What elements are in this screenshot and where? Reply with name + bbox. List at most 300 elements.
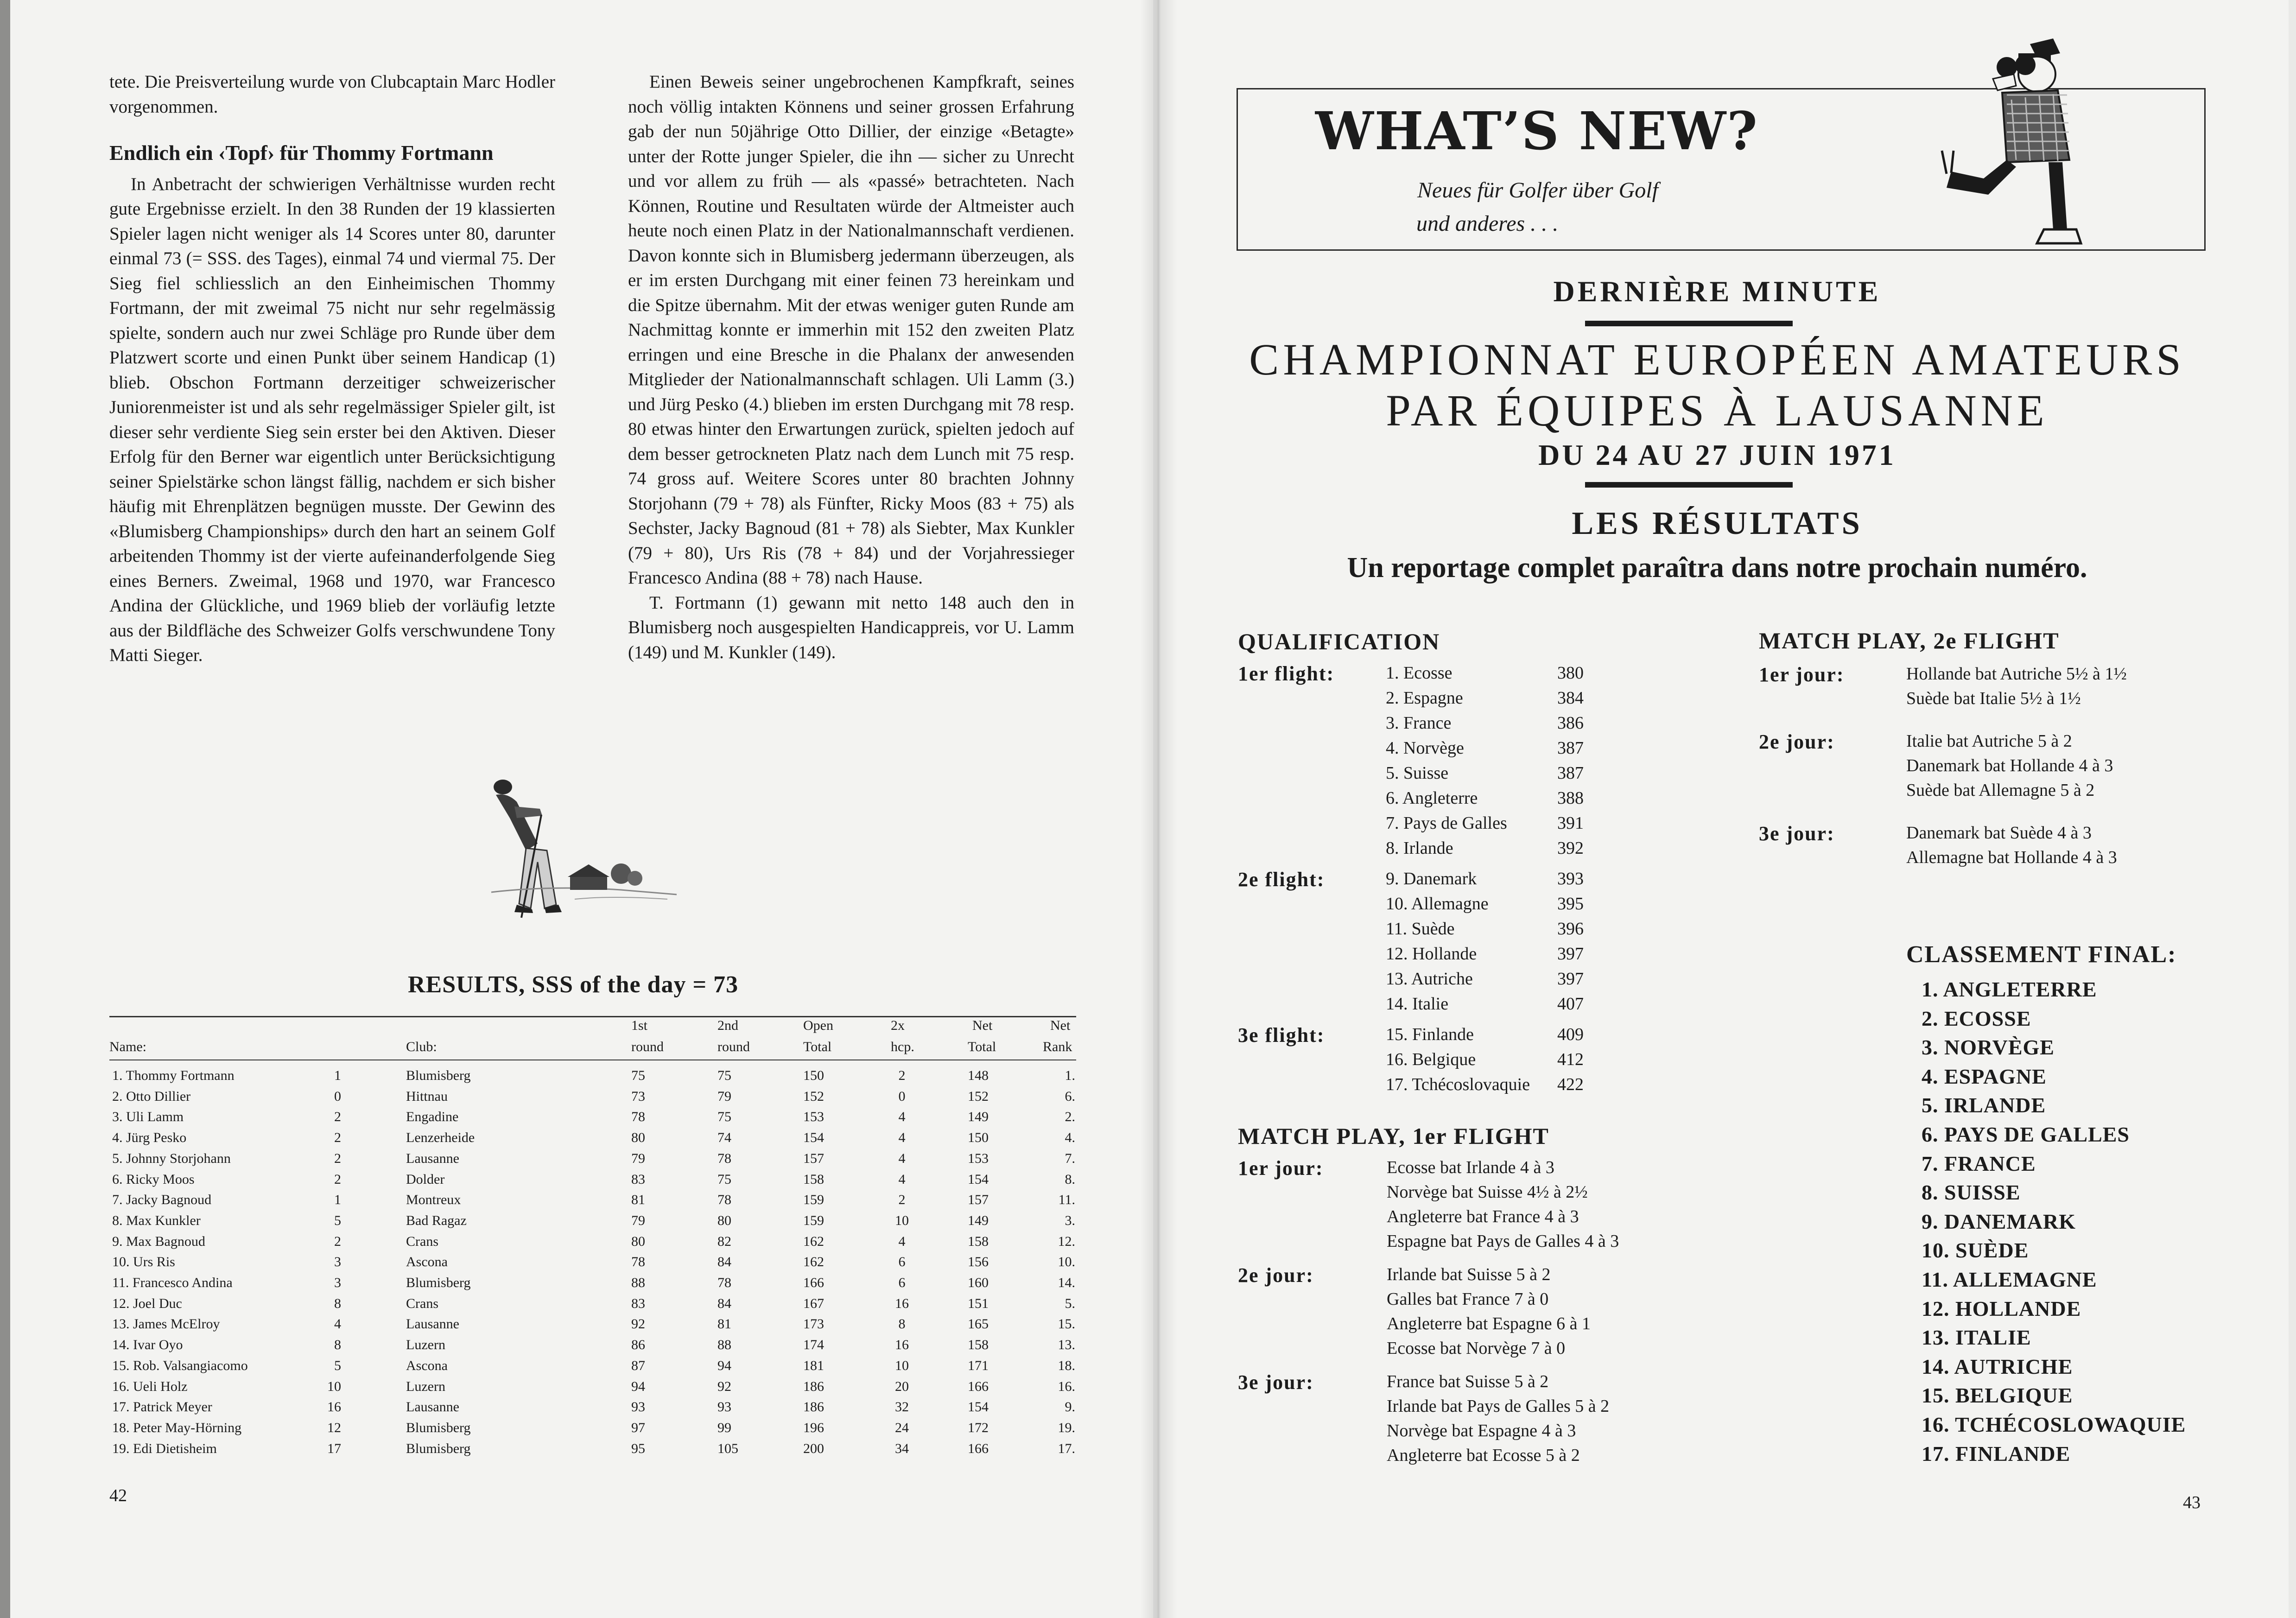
table-row	[109, 1420, 1076, 1440]
qualification-score: 388	[1557, 788, 1584, 808]
cell-open: 154	[803, 1130, 824, 1146]
whats-new-subtitle	[1417, 174, 1658, 241]
cell-name: 18. Peter May-Hörning	[112, 1420, 242, 1435]
qualification-score: 422	[1557, 1075, 1584, 1094]
cell-net: 158	[968, 1337, 989, 1353]
qualification-score: 397	[1557, 944, 1584, 964]
cell-open: 186	[803, 1378, 824, 1394]
table-row	[109, 1151, 1076, 1171]
cell-hcp: 3	[334, 1275, 341, 1290]
qualification-score: 396	[1557, 919, 1584, 939]
cell-rank: 17.	[1058, 1440, 1075, 1456]
championship-title-line-1: CHAMPIONNAT EUROPÉEN AMATEURS	[1249, 335, 2185, 384]
cell-rank: 18.	[1058, 1358, 1075, 1373]
qualification-team: 6. Angleterre	[1386, 788, 1478, 808]
cell-name: 6. Ricky Moos	[112, 1171, 195, 1187]
cell-hcp: 3	[334, 1254, 341, 1270]
qualification-score: 391	[1557, 813, 1584, 833]
cell-rank: 9.	[1065, 1399, 1075, 1415]
cell-r2: 92	[717, 1378, 731, 1394]
cell-hcp2: 10	[895, 1212, 909, 1228]
cell-hcp2: 2	[898, 1068, 906, 1083]
ranking-item: 6. PAYS DE GALLES	[1922, 1123, 2130, 1146]
page-number-right: 43	[2183, 1493, 2201, 1512]
match-result: Danemark bat Hollande 4 à 3	[1906, 756, 2113, 775]
cell-name: 15. Rob. Valsangiacomo	[112, 1358, 248, 1373]
match-result: Irlande bat Pays de Galles 5 à 2	[1387, 1396, 1610, 1416]
cell-hcp2: 32	[895, 1399, 909, 1415]
cell-net: 151	[968, 1295, 989, 1311]
paragraph: In Anbetracht der schwierigen Verhältnisse wurden recht gute Ergebnisse erzielt. In den 38 Runden der 19 klassierten Spieler lagen nicht weniger als 14 Scores unter 80, darunter einmal 73 (= SSS. des Tages), einmal 74 und viermal 75. Der Sieg fiel schliesslich an den Einheimischen Thommy Fortmann, der mit zweimal 75 nicht nur sehr regelmässig spielte, sondern auch nur zwei Schläge pro Runde über dem Platzwert scorte und einen Punkt über seinem Handicap (1) blieb. Obschon Fortmann derzeitiger schweizerischer Juniorenmeister ist und als sehr regelmässiger Spieler gilt, ist dieser sehr verdiente Sieg sein erster bei den Aktiven. Dieser Erfolg für den Berner war eigentlich unter Berücksichtigung seiner Spielstärke schon längst fällig, nachdem er sich bisher häufig mit Ehrenplätzen begnügen musste. Der Gewinn des «Blumisberg Championships» durch den hart an seinem Golf arbeitenden Thommy ist der vierte aufeinanderfolgende Sieg eines Berners. Zweimal, 1968 und 1970, war Francesco Andina der Glückliche, und 1969 blieb der vorläufig letzte aus der Bildfläche des Schweizer Golfs verschwundene Tony Matti Sieger.	[109, 174, 555, 665]
match-result: Suède bat Italie 5½ à 1½	[1906, 689, 2081, 708]
cell-r1: 80	[631, 1233, 645, 1249]
qualification-score: 407	[1557, 994, 1584, 1014]
cell-open: 150	[803, 1068, 824, 1083]
cell-r1: 87	[631, 1358, 645, 1373]
cell-net: 166	[968, 1378, 989, 1394]
cell-r1: 81	[631, 1192, 645, 1208]
table-row	[109, 1109, 1076, 1129]
match-result: Ecosse bat Irlande 4 à 3	[1387, 1158, 1554, 1177]
table-row	[109, 1254, 1076, 1275]
cell-open: 152	[803, 1088, 824, 1104]
cell-name: 12. Joel Duc	[112, 1295, 182, 1311]
cell-hcp2: 24	[895, 1420, 909, 1435]
match-result: Irlande bat Suisse 5 à 2	[1387, 1265, 1551, 1284]
subtitle-line-2: und anderes . . .	[1416, 211, 1559, 236]
cell-name: 7. Jacky Bagnoud	[112, 1192, 212, 1208]
cell-club: Blumisberg	[406, 1420, 471, 1435]
cell-r1: 97	[631, 1420, 645, 1435]
cell-open: 174	[803, 1337, 824, 1353]
table-row	[109, 1399, 1076, 1420]
cell-name: 2. Otto Dillier	[112, 1088, 191, 1104]
cell-hcp: 8	[334, 1337, 341, 1353]
cell-hcp: 2	[334, 1150, 341, 1166]
cell-rank: 13.	[1058, 1337, 1075, 1353]
cell-r1: 95	[631, 1440, 645, 1456]
cell-r2: 75	[717, 1068, 731, 1083]
qualification-score: 392	[1557, 838, 1584, 858]
header-name: Name:	[109, 1039, 146, 1054]
cell-club: Crans	[406, 1233, 438, 1249]
cell-r2: 88	[717, 1337, 731, 1353]
qualification-score: 397	[1557, 969, 1584, 989]
cell-hcp: 2	[334, 1130, 341, 1146]
cell-hcp2: 4	[898, 1150, 906, 1166]
cell-hcp2: 16	[895, 1295, 909, 1311]
cell-r2: 74	[717, 1130, 731, 1146]
table-row	[109, 1316, 1076, 1337]
table-row	[109, 1234, 1076, 1254]
ranking-item: 5. IRLANDE	[1922, 1093, 2046, 1117]
header-2nd: 2nd	[717, 1018, 738, 1033]
cell-r2: 80	[717, 1212, 731, 1228]
paragraph: tete. Die Preisverteilung wurde von Clubcaptain Marc Hodler vorgenommen.	[109, 72, 555, 117]
cell-hcp2: 8	[898, 1316, 906, 1332]
cell-hcp: 2	[334, 1233, 341, 1249]
cell-rank: 4.	[1065, 1130, 1075, 1146]
day-label: 1er jour:	[1238, 1157, 1324, 1180]
cell-net: 152	[968, 1088, 989, 1104]
cell-r2: 105	[717, 1440, 738, 1456]
flight-label: 2e flight:	[1238, 868, 1325, 891]
cell-net: 148	[968, 1068, 989, 1083]
cell-hcp: 17	[327, 1440, 341, 1456]
cell-r2: 81	[717, 1316, 731, 1332]
cell-name: 10. Urs Ris	[112, 1254, 175, 1270]
header-rank: Rank	[1043, 1039, 1072, 1054]
cell-net: 149	[968, 1109, 989, 1125]
cell-name: 1. Thommy Fortmann	[112, 1068, 235, 1083]
cell-r2: 94	[717, 1358, 731, 1373]
cell-name: 16. Ueli Holz	[112, 1378, 188, 1394]
day-label: 2e jour:	[1759, 730, 1835, 753]
qualification-score: 386	[1557, 713, 1584, 733]
qualification-team: 16. Belgique	[1386, 1050, 1476, 1069]
header-1st: 1st	[631, 1018, 648, 1033]
cell-rank: 11.	[1058, 1192, 1075, 1208]
cell-hcp: 4	[334, 1316, 341, 1332]
cell-r1: 92	[631, 1316, 645, 1332]
cell-club: Montreux	[406, 1192, 461, 1208]
match-result: France bat Suisse 5 à 2	[1387, 1372, 1549, 1391]
cell-open: 157	[803, 1150, 824, 1166]
cell-rank: 6.	[1065, 1088, 1075, 1104]
cell-r1: 75	[631, 1068, 645, 1083]
cell-r1: 80	[631, 1130, 645, 1146]
qualification-team: 12. Hollande	[1386, 944, 1477, 964]
cell-r1: 83	[631, 1171, 645, 1187]
paragraph: Einen Beweis seiner ungebrochenen Kampfkraft, seines noch völlig intakten Könnens und seiner grossen Erfahrung gab der nun 50jährige Otto Dillier, der einzige «Betagte» unter der Rotte junger Spieler, die ihn — sicher zu Unrecht und vor allem zu früh — als «passé» betrachteten. Nach Können, Routine und Resultaten würde der Altmeister auch heute noch einen Platz in der Nationalmannschaft verdienen. Davon konnte sich in Blumisberg jedermann überzeugen, als er im ersten Durchgang mit einer feinen 73 hereinkam und die Spitze übernahm. Mit der etwas weniger guten Runde am Nachmittag konnte er immerhin mit 152 den zweiten Platz erringen und eine Bresche in die Phalanx der anwesenden Mitglieder der Nationalmannschaft schlagen. Uli Lamm (3.) und Jürg Pesko (4.) blieben im ersten Durchgang mit 78 resp. 80 etwas hinter den Erwartungen zurück, spielten jedoch auf dem besser getrockneten Platz nach dem Lunch mit 75 resp. 74 gross auf. Weitere Scores unter 80 brachten Johnny Storjohann (79 + 78) als Fünfter, Ricky Moos (83 + 75) als Sechster, Jacky Bagnoud (81 + 78) als Siebter, Max Kunkler (79 + 80), Urs Ris (78 + 84) und der Vorjahressieger Francesco Andina (88 + 78) nach Hause.	[628, 72, 1074, 588]
header-club: Club:	[406, 1039, 437, 1054]
cell-hcp: 10	[327, 1378, 341, 1394]
cell-club: Blumisberg	[406, 1068, 471, 1083]
cell-club: Lenzerheide	[406, 1130, 475, 1146]
cell-name: 4. Jürg Pesko	[112, 1130, 187, 1146]
header-round-2: round	[717, 1039, 750, 1054]
cell-r1: 79	[631, 1212, 645, 1228]
table-row	[109, 1172, 1076, 1192]
table-row	[109, 1358, 1076, 1378]
cell-open: 196	[803, 1420, 824, 1435]
header-net: Net	[972, 1018, 993, 1033]
cell-open: 162	[803, 1254, 824, 1270]
match-result: Hollande bat Autriche 5½ à 1½	[1906, 664, 2127, 684]
cell-club: Luzern	[406, 1378, 445, 1394]
cell-net: 172	[968, 1420, 989, 1435]
table-row	[109, 1337, 1076, 1358]
cell-open: 153	[803, 1109, 824, 1125]
cell-name: 9. Max Bagnoud	[112, 1233, 205, 1249]
cell-net: 171	[968, 1358, 989, 1373]
table-row	[109, 1089, 1076, 1109]
cell-net: 157	[968, 1192, 989, 1208]
match-result: Angleterre bat France 4 à 3	[1387, 1207, 1579, 1226]
cell-open: 186	[803, 1399, 824, 1415]
match-result: Suède bat Allemagne 5 à 2	[1906, 780, 2095, 800]
table-row	[109, 1441, 1076, 1461]
table-row	[109, 1130, 1076, 1150]
match-play-2-title: MATCH PLAY, 2e FLIGHT	[1759, 628, 2060, 654]
cell-r1: 93	[631, 1399, 645, 1415]
cell-net: 165	[968, 1316, 989, 1332]
classement-title: CLASSEMENT FINAL:	[1906, 941, 2177, 968]
ranking-item: 4. ESPAGNE	[1922, 1064, 2047, 1088]
ranking-item: 9. DANEMARK	[1922, 1209, 2076, 1233]
cell-club: Bad Ragaz	[406, 1212, 467, 1228]
cell-net: 149	[968, 1212, 989, 1228]
day-label: 3e jour:	[1238, 1371, 1314, 1394]
ranking-item: 17. FINLANDE	[1922, 1441, 2071, 1466]
cell-hcp2: 16	[895, 1337, 909, 1353]
cell-net: 154	[968, 1399, 989, 1415]
cell-rank: 5.	[1065, 1295, 1075, 1311]
cell-rank: 1.	[1065, 1068, 1075, 1083]
qualification-team: 10. Allemagne	[1386, 894, 1489, 914]
qualification-team: 13. Autriche	[1386, 969, 1473, 989]
day-label: 2e jour:	[1238, 1264, 1314, 1287]
qualification-score: 395	[1557, 894, 1584, 914]
cell-club: Hittnau	[406, 1088, 448, 1104]
cell-hcp: 5	[334, 1212, 341, 1228]
cell-hcp2: 10	[895, 1358, 909, 1373]
day-label: 3e jour:	[1759, 822, 1835, 845]
cell-net: 153	[968, 1150, 989, 1166]
cell-r2: 75	[717, 1171, 731, 1187]
flight-label: 3e flight:	[1238, 1024, 1325, 1047]
header-open: Open	[803, 1018, 833, 1033]
cell-r2: 78	[717, 1275, 731, 1290]
qualification-score: 387	[1557, 738, 1584, 758]
cell-open: 167	[803, 1295, 824, 1311]
subtitle-line-1: Neues für Golfer über Golf	[1417, 178, 1658, 203]
cell-r1: 78	[631, 1254, 645, 1270]
qualification-team: 4. Norvège	[1386, 738, 1464, 758]
cell-hcp2: 4	[898, 1109, 906, 1125]
qualification-score: 409	[1557, 1025, 1584, 1044]
cell-open: 158	[803, 1171, 824, 1187]
cell-hcp: 2	[334, 1109, 341, 1125]
qualification-title: QUALIFICATION	[1238, 628, 1440, 654]
table-row	[109, 1068, 1076, 1088]
cell-net: 156	[968, 1254, 989, 1270]
match-result: Angleterre bat Espagne 6 à 1	[1387, 1314, 1591, 1333]
cell-name: 5. Johnny Storjohann	[112, 1150, 231, 1166]
qualification-score: 412	[1557, 1050, 1584, 1069]
match-result: Galles bat France 7 à 0	[1387, 1289, 1549, 1309]
cell-hcp2: 4	[898, 1130, 906, 1146]
cell-hcp: 8	[334, 1295, 341, 1311]
table-row	[109, 1192, 1076, 1212]
qualification-team: 8. Irlande	[1386, 838, 1453, 858]
header-net-2: Net	[1050, 1018, 1071, 1033]
qualification-score: 387	[1557, 763, 1584, 783]
section-heading: Endlich ein ‹Topf› für Thommy Fortmann	[109, 141, 494, 165]
cell-rank: 2.	[1065, 1109, 1075, 1125]
qualification-team: 5. Suisse	[1386, 763, 1449, 783]
championship-title-line-2: PAR ÉQUIPES À LAUSANNE	[1386, 386, 2049, 435]
cell-rank: 14.	[1058, 1275, 1075, 1290]
ranking-item: 12. HOLLANDE	[1922, 1296, 2081, 1320]
table-top-rule	[109, 1016, 1076, 1017]
cell-rank: 19.	[1058, 1420, 1075, 1435]
ranking-item: 8. SUISSE	[1922, 1180, 2021, 1205]
cell-r1: 73	[631, 1088, 645, 1104]
cell-hcp2: 6	[898, 1254, 906, 1270]
cell-club: Blumisberg	[406, 1440, 471, 1456]
cell-r2: 82	[717, 1233, 731, 1249]
match-result: Ecosse bat Norvège 7 à 0	[1387, 1339, 1566, 1358]
header-net-total: Total	[968, 1039, 996, 1054]
match-result: Italie bat Autriche 5 à 2	[1906, 731, 2072, 751]
ranking-item: 7. FRANCE	[1922, 1151, 2036, 1175]
qualification-team: 3. France	[1386, 713, 1452, 733]
cell-name: 3. Uli Lamm	[112, 1109, 184, 1125]
results-title: RESULTS, SSS of the day = 73	[408, 971, 739, 998]
qualification-score: 380	[1557, 663, 1584, 683]
cell-net: 158	[968, 1233, 989, 1249]
match-result: Norvège bat Espagne 4 à 3	[1387, 1421, 1576, 1440]
rule-1	[1585, 321, 1793, 326]
page-edge	[0, 0, 10, 1618]
cell-hcp2: 4	[898, 1171, 906, 1187]
cell-hcp2: 4	[898, 1233, 906, 1249]
cell-hcp: 16	[327, 1399, 341, 1415]
ranking-item: 1. ANGLETERRE	[1922, 977, 2097, 1001]
cell-hcp2: 0	[898, 1088, 906, 1104]
cell-open: 181	[803, 1358, 824, 1373]
cell-rank: 15.	[1058, 1316, 1075, 1332]
ranking-item: 11. ALLEMAGNE	[1922, 1268, 2097, 1291]
cell-net: 166	[968, 1440, 989, 1456]
cell-name: 8. Max Kunkler	[112, 1212, 201, 1228]
cell-club: Blumisberg	[406, 1275, 471, 1290]
cell-r1: 79	[631, 1150, 645, 1166]
cell-r2: 79	[717, 1088, 731, 1104]
whats-new-title: WHAT’S NEW?	[1315, 101, 1758, 162]
cell-open: 200	[803, 1440, 824, 1456]
cell-hcp: 12	[327, 1420, 341, 1435]
cell-r2: 93	[717, 1399, 731, 1415]
cell-open: 173	[803, 1316, 824, 1332]
cell-r2: 78	[717, 1150, 731, 1166]
cell-open: 159	[803, 1192, 824, 1208]
cell-hcp: 1	[334, 1192, 341, 1208]
cell-club: Lausanne	[406, 1150, 459, 1166]
qualification-team: 1. Ecosse	[1386, 663, 1452, 683]
page-number-left: 42	[109, 1486, 127, 1505]
cell-rank: 10.	[1058, 1254, 1075, 1270]
table-row	[109, 1275, 1076, 1295]
qualification-team: 14. Italie	[1386, 994, 1449, 1014]
cell-rank: 12.	[1058, 1233, 1075, 1249]
cell-r1: 78	[631, 1109, 645, 1125]
cell-hcp2: 34	[895, 1440, 909, 1456]
header-round-1: round	[631, 1039, 664, 1054]
cell-net: 150	[968, 1130, 989, 1146]
qualification-team: 2. Espagne	[1386, 688, 1463, 708]
rule-2	[1585, 482, 1793, 488]
cell-hcp: 0	[334, 1088, 341, 1104]
cell-club: Ascona	[406, 1254, 448, 1270]
ranking-item: 16. TCHÉCOSLOWAQUIE	[1922, 1413, 2186, 1436]
header-open-total: Total	[803, 1039, 832, 1054]
cell-r2: 78	[717, 1192, 731, 1208]
ranking-item: 2. ECOSSE	[1922, 1006, 2031, 1030]
cell-r1: 86	[631, 1337, 645, 1353]
cell-net: 160	[968, 1275, 989, 1290]
flight-label: 1er flight:	[1238, 662, 1335, 685]
cell-r2: 99	[717, 1420, 731, 1435]
paragraph: T. Fortmann (1) gewann mit netto 148 auch den in Blumisberg noch ausgespielten Handicappreis, vor U. Lamm (149) und M. Kunkler (149).	[628, 592, 1074, 662]
table-row	[109, 1379, 1076, 1399]
cell-club: Lausanne	[406, 1316, 459, 1332]
cell-name: 13. James McElroy	[112, 1316, 220, 1332]
cell-hcp2: 6	[898, 1275, 906, 1290]
cell-hcp2: 20	[895, 1378, 909, 1394]
cell-hcp: 5	[334, 1358, 341, 1373]
table-row	[109, 1296, 1076, 1316]
cell-rank: 16.	[1058, 1378, 1075, 1394]
binding-gutter	[1140, 0, 1177, 1618]
match-result: Angleterre bat Ecosse 5 à 2	[1387, 1446, 1580, 1465]
cell-rank: 3.	[1065, 1212, 1075, 1228]
cell-r1: 88	[631, 1275, 645, 1290]
cell-name: 17. Patrick Meyer	[112, 1399, 212, 1415]
cell-r1: 83	[631, 1295, 645, 1311]
reportage-note: Un reportage complet paraîtra dans notre prochain numéro.	[1347, 552, 2087, 584]
cell-open: 159	[803, 1212, 824, 1228]
championship-dates: DU 24 AU 27 JUIN 1971	[1538, 438, 1896, 471]
qualification-team: 11. Suède	[1386, 919, 1455, 939]
article-column-2	[628, 70, 1074, 665]
table-row	[109, 1213, 1076, 1233]
article-column-1	[109, 70, 555, 668]
match-result: Espagne bat Pays de Galles 4 à 3	[1387, 1231, 1619, 1251]
cell-name: 11. Francesco Andina	[112, 1275, 233, 1290]
cell-hcp: 1	[334, 1068, 341, 1083]
match-result: Allemagne bat Hollande 4 à 3	[1906, 848, 2117, 867]
cell-club: Engadine	[406, 1109, 459, 1125]
cell-r1: 94	[631, 1378, 645, 1394]
header-2x: 2x	[891, 1018, 905, 1033]
header-hcp: hcp.	[891, 1039, 914, 1054]
cell-club: Luzern	[406, 1337, 445, 1353]
cell-name: 14. Ivar Oyo	[112, 1337, 183, 1353]
cell-net: 154	[968, 1171, 989, 1187]
match-result: Danemark bat Suède 4 à 3	[1906, 823, 2092, 843]
cell-hcp2: 2	[898, 1192, 906, 1208]
golfer-illustration	[482, 774, 677, 932]
cell-club: Lausanne	[406, 1399, 459, 1415]
cell-rank: 8.	[1065, 1171, 1075, 1187]
cell-open: 162	[803, 1233, 824, 1249]
cell-club: Crans	[406, 1295, 438, 1311]
cell-r2: 84	[717, 1295, 731, 1311]
qualification-team: 9. Danemark	[1386, 869, 1477, 888]
cell-name: 19. Edi Dietisheim	[112, 1440, 217, 1456]
ranking-item: 14. AUTRICHE	[1922, 1354, 2073, 1378]
qualification-team: 17. Tchécoslovaquie	[1386, 1075, 1530, 1094]
ranking-item: 10. SUÈDE	[1922, 1238, 2029, 1263]
les-resultats: LES RÉSULTATS	[1572, 506, 1863, 541]
cell-open: 166	[803, 1275, 824, 1290]
cell-rank: 7.	[1065, 1150, 1075, 1166]
cell-r2: 84	[717, 1254, 731, 1270]
cell-hcp: 2	[334, 1171, 341, 1187]
match-result: Norvège bat Suisse 4½ à 2½	[1387, 1182, 1588, 1202]
